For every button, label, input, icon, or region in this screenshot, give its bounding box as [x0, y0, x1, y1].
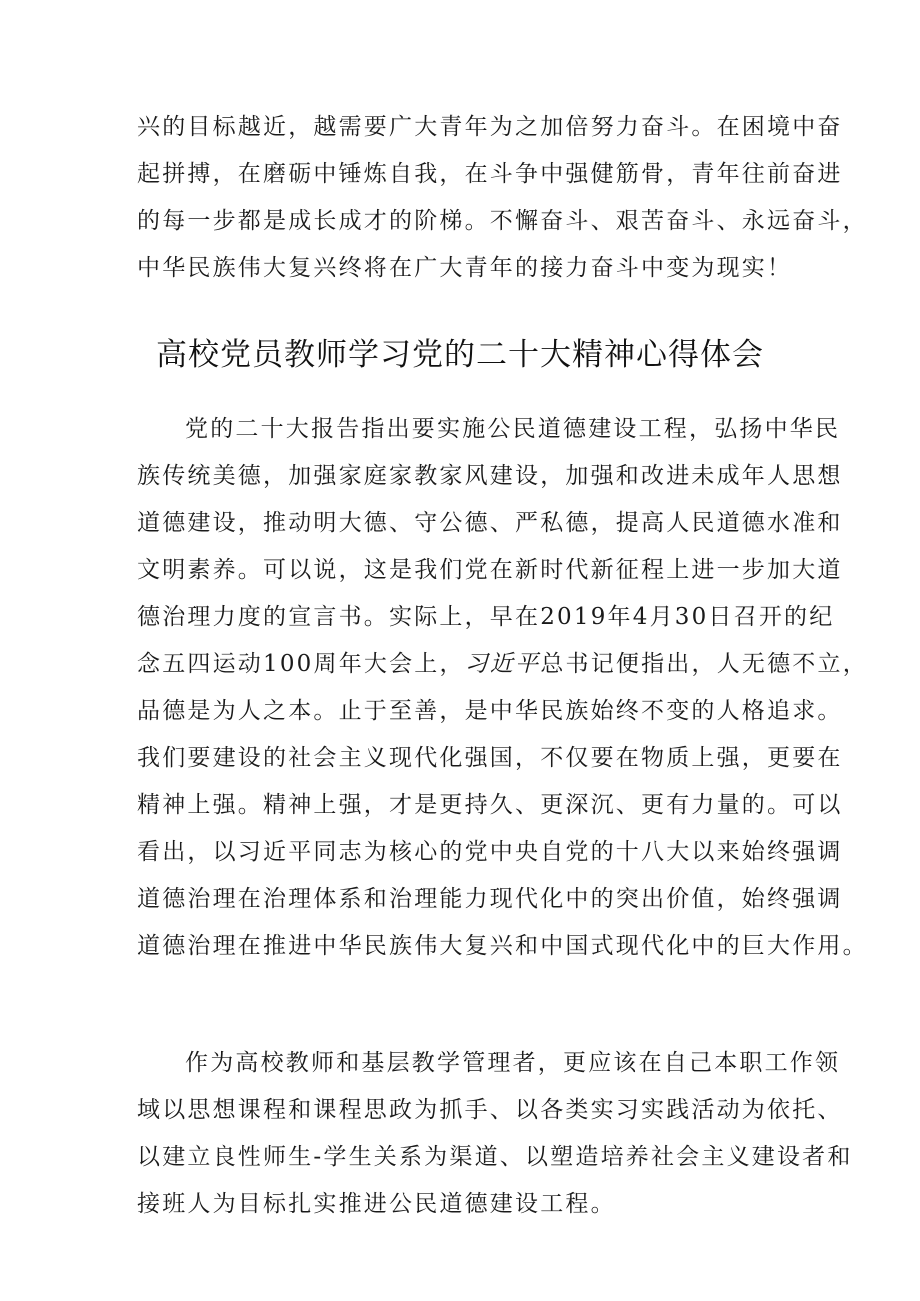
text-line: 域以思想课程和课程思政为抓手、以各类实习实践活动为依托、: [137, 1097, 843, 1123]
text-line: 我们要建设的社会主义现代化强国，不仅要在物质上强，更要在: [137, 745, 843, 771]
text-line: 中华民族伟大复兴终将在广大青年的接力奋斗中变为现实！: [137, 255, 793, 281]
text-line: 族传统美德，加强家庭家教家风建设，加强和改进未成年人思想: [137, 463, 843, 489]
text-line: 道德治理在推进中华民族伟大复兴和中国式现代化中的巨大作用。: [137, 933, 868, 959]
text-line: 接班人为目标扎实推进公民道德建设工程。: [137, 1191, 616, 1217]
intro-paragraph: [137, 104, 868, 292]
text-line: 党的二十大报告指出要实施公民道德建设工程，弘扬中华民: [185, 416, 841, 442]
text-line: 起拼搏，在磨砺中锤炼自我，在斗争中强健筋骨，青年往前奋进: [137, 161, 843, 187]
text-line: 作为高校教师和基层教学管理者，更应该在自己本职工作领: [185, 1050, 841, 1076]
text-segment: 念五四运动100周年大会上，: [137, 651, 465, 677]
text-line: 道德治理在治理体系和治理能力现代化中的突出价值，始终强调: [137, 886, 843, 912]
body-paragraph-2: [137, 1040, 853, 1228]
text-line: 品德是为人之本。止于至善，是中华民族始终不变的人格追求。: [137, 698, 843, 724]
text-line: 的每一步都是成长成才的阶梯。不懈奋斗、艰苦奋斗、永远奋斗，: [137, 208, 868, 234]
text-line: 看出，以习近平同志为核心的党中央自党的十八大以来始终强调: [137, 839, 843, 865]
text-line: 文明素养。可以说，这是我们党在新时代新征程上进一步加大道: [137, 557, 843, 583]
body-paragraph-1: [137, 406, 868, 970]
text-line: 兴的目标越近，越需要广大青年为之加倍努力奋斗。在困境中奋: [137, 114, 843, 140]
text-line: 精神上强。精神上强，才是更持久、更深沉、更有力量的。可以: [137, 792, 843, 818]
text-line: 以建立良性师生-学生关系为渠道、以塑造培养社会主义建设者和: [137, 1144, 853, 1170]
text-line: 德治理力度的宣言书。实际上，早在2019年4月30日召开的纪: [137, 604, 835, 630]
document-title: 高校党员教师学习党的二十大精神心得体会: [156, 337, 764, 373]
emphasized-name: 习近平: [464, 651, 541, 677]
text-line: 道德建设，推动明大德、守公德、严私德，提高人民道德水准和: [137, 510, 843, 536]
text-segment: 总书记便指出，人无德不立，: [540, 651, 868, 677]
text-line: [137, 641, 868, 688]
